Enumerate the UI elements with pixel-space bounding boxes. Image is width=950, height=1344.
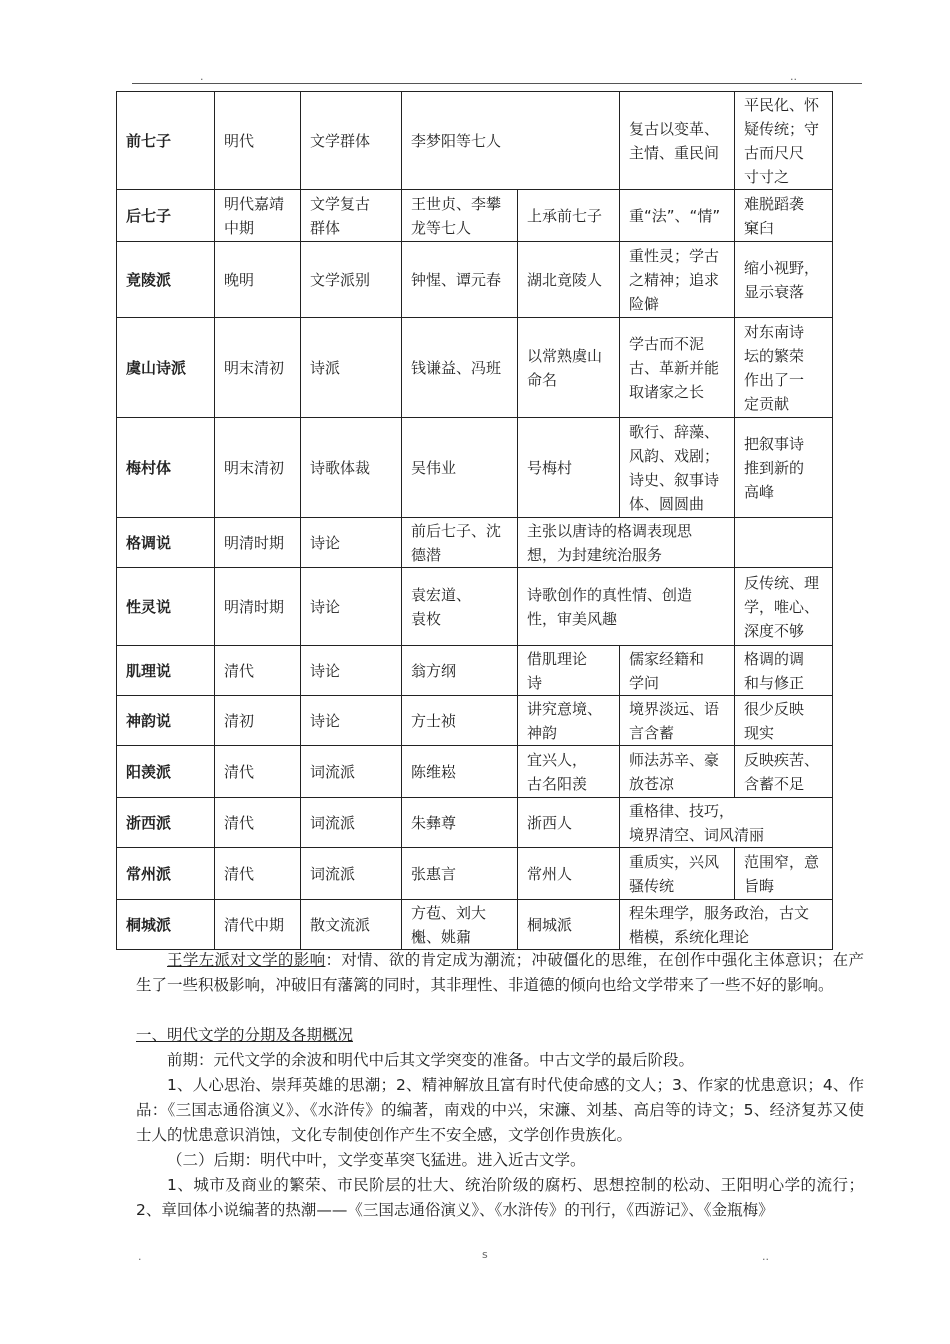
table-cell (620, 418, 735, 518)
cell-text: 上承前七子 (527, 206, 603, 225)
table-cell (402, 92, 620, 190)
body-text (136, 948, 864, 1223)
cell-text: 前后七子、沈 德潜 (411, 521, 502, 564)
cell-text: 把叙事诗 推到新的 高峰 (744, 434, 805, 501)
cell-text: 王世贞、李攀 龙等七人 (411, 194, 502, 237)
header-rule (132, 83, 862, 84)
table-cell (215, 190, 301, 242)
cell-text: 李梦阳等七人 (411, 131, 502, 150)
table-cell (402, 696, 518, 746)
cell-text: 钱谦益、冯班 (411, 358, 502, 377)
cell-text: 方士祯 (411, 711, 457, 730)
cell-text: 歌行、辞藻、 风韵、戏剧； 诗史、叙事诗 体、圆圆曲 (629, 422, 720, 513)
cell-text: 陈维崧 (411, 762, 457, 781)
table-row (117, 646, 833, 696)
cell-text: 学古而不泥 古、革新并能 取诸家之长 (629, 334, 720, 401)
table-row (117, 568, 833, 646)
cell-text: 梅村体 (126, 458, 172, 477)
school-name-cell (117, 848, 215, 900)
table-cell (735, 242, 833, 318)
cell-text: 明清时期 (224, 533, 285, 552)
table-cell (518, 746, 620, 798)
table-row (117, 92, 833, 190)
table-cell (518, 696, 620, 746)
cell-text: 常州人 (527, 864, 573, 883)
table-cell (301, 798, 402, 848)
cell-text: 号梅村 (527, 458, 573, 477)
table-cell (301, 418, 402, 518)
table-cell (301, 646, 402, 696)
footer-page-mark: s (482, 1248, 488, 1261)
section-heading (136, 1023, 864, 1048)
school-name-cell (117, 646, 215, 696)
table-cell (620, 318, 735, 418)
cell-text: 范围窄，意 旨晦 (744, 852, 820, 895)
table-cell (301, 900, 402, 950)
table-row (117, 190, 833, 242)
cell-text: 主张以唐诗的格调表现思 想，为封建统治服务 (527, 521, 693, 564)
footer-mark-right: .. (762, 1250, 769, 1263)
cell-text: 阳羡派 (126, 762, 172, 781)
table-row (117, 418, 833, 518)
cell-text: 难脱蹈袭 窠臼 (744, 194, 805, 237)
table-cell (620, 92, 735, 190)
cell-text: 词流派 (310, 813, 356, 832)
table-cell (518, 418, 620, 518)
table-cell (518, 190, 620, 242)
table-cell (402, 318, 518, 418)
table-cell (301, 568, 402, 646)
school-name-cell (117, 518, 215, 568)
cell-text: 明末清初 (224, 358, 285, 377)
table-cell (735, 646, 833, 696)
paragraph-early-period: 前期：元代文学的余波和明代中后其文学突变的准备。中古文学的最后阶段。 (167, 1051, 695, 1069)
table-row (117, 318, 833, 418)
table-cell (735, 418, 833, 518)
table-cell (620, 746, 735, 798)
cell-text: 吴伟业 (411, 458, 457, 477)
cell-text: 性灵说 (126, 597, 172, 616)
cell-text: 明代嘉靖 中期 (224, 194, 285, 237)
table-cell (215, 798, 301, 848)
cell-text: 前七子 (126, 131, 172, 150)
cell-text: 重质实，兴风 骚传统 (629, 852, 720, 895)
cell-text: 反传统、理 学，唯心、 深度不够 (744, 573, 820, 640)
cell-text: 诗论 (310, 597, 341, 616)
cell-text: 重性灵；学古 之精神；追求 险僻 (629, 246, 720, 313)
cell-text: 复古以变革、 主情、重民间 (629, 119, 720, 162)
table-cell (215, 418, 301, 518)
table-cell (735, 92, 833, 190)
table-row (117, 900, 833, 950)
cell-text: 常州派 (126, 864, 172, 883)
table-cell (215, 318, 301, 418)
school-name-cell (117, 190, 215, 242)
cell-text: 缩小视野， 显示衰落 (744, 258, 820, 301)
cell-text: 清初 (224, 711, 255, 730)
paragraph-wangxue (136, 948, 864, 998)
cell-text: 清代 (224, 813, 255, 832)
table-cell (518, 242, 620, 318)
cell-text: 反映疾苦、 含蓄不足 (744, 750, 820, 793)
table-cell (402, 746, 518, 798)
cell-text: 朱彝尊 (411, 813, 457, 832)
cell-text: 浙西人 (527, 813, 573, 832)
table-row (117, 242, 833, 318)
table-cell (402, 900, 518, 950)
table-row (117, 746, 833, 798)
literary-schools-table (116, 91, 833, 950)
cell-text: 竟陵派 (126, 270, 172, 289)
cell-text: 借肌理论 诗 (527, 649, 588, 692)
cell-text: 晚明 (224, 270, 255, 289)
cell-text: 翁方纲 (411, 661, 457, 680)
cell-text: 重格律、技巧， 境界清空、词风清丽 (629, 801, 765, 844)
table-cell (301, 696, 402, 746)
table-cell (301, 848, 402, 900)
cell-text: 师法苏辛、豪 放苍凉 (629, 750, 720, 793)
cell-text: 文学群体 (310, 131, 371, 150)
school-name-cell (117, 568, 215, 646)
table-cell (301, 92, 402, 190)
cell-text: 诗论 (310, 533, 341, 552)
cell-text: 诗歌创作的真性情、创造 性，审美风趣 (527, 585, 693, 628)
cell-text: 明清时期 (224, 597, 285, 616)
cell-text: 钟惺、谭元春 (411, 270, 502, 289)
table-cell (620, 848, 735, 900)
table-cell (518, 568, 735, 646)
cell-text: 神韵说 (126, 711, 172, 730)
cell-text: 境界淡远、语 言含蓄 (629, 699, 720, 742)
cell-text: 散文流派 (310, 915, 371, 934)
table-cell (735, 746, 833, 798)
cell-text: 清代中期 (224, 915, 285, 934)
cell-text: 后七子 (126, 206, 172, 225)
table-cell (402, 568, 518, 646)
table-cell (735, 518, 833, 568)
table-cell (518, 518, 735, 568)
cell-text: 重“法”、“情” (629, 206, 721, 225)
header-mark-left: . (200, 70, 204, 83)
cell-text: 清代 (224, 661, 255, 680)
cell-text: 词流派 (310, 762, 356, 781)
table-cell (301, 518, 402, 568)
cell-text: 桐城派 (126, 915, 172, 934)
cell-text: 清代 (224, 762, 255, 781)
cell-text: 清代 (224, 864, 255, 883)
table-cell (215, 848, 301, 900)
table-cell (518, 798, 620, 848)
cell-text: 明末清初 (224, 458, 285, 477)
cell-text: 很少反映 现实 (744, 699, 805, 742)
cell-text: 宜兴人， 古名阳羡 (527, 750, 588, 793)
table-cell (301, 318, 402, 418)
table-cell (402, 848, 518, 900)
cell-text: 诗歌体裁 (310, 458, 371, 477)
table-cell (620, 242, 735, 318)
school-name-cell (117, 798, 215, 848)
table-cell (301, 242, 402, 318)
school-name-cell (117, 696, 215, 746)
table-cell (215, 92, 301, 190)
table-cell (215, 518, 301, 568)
section-heading-text: 一、明代文学的分期及各期概况 (136, 1026, 354, 1044)
cell-text: 诗论 (310, 661, 341, 680)
cell-text: 平民化、怀 疑传统；守 古而尺尺 寸寸之 (744, 95, 820, 186)
cell-text: 格调的调 和与修正 (744, 649, 805, 692)
table-cell (620, 646, 735, 696)
table-cell (620, 190, 735, 242)
table-cell (402, 418, 518, 518)
table-cell (402, 518, 518, 568)
table-cell (735, 318, 833, 418)
school-name-cell (117, 418, 215, 518)
school-name-cell (117, 242, 215, 318)
table-cell (215, 646, 301, 696)
table-row (117, 798, 833, 848)
table-cell (402, 242, 518, 318)
paragraph-early-factors: 1、人心思治、崇拜英雄的思潮；2、精神解放且富有时代使命感的文人；3、作家的忧患意识；4、作品：《三国志通俗演义》、《水浒传》的编著，南戏的中兴，宋濂、刘基、高启等的诗文；5、经济复苏又使士人的忧患意识消蚀，文化专制使创作产生不安全感，文学创作贵族化。 (136, 1076, 864, 1144)
cell-text: 诗论 (310, 711, 341, 730)
cell-text: 桐城派 (527, 915, 573, 934)
table-cell (620, 900, 833, 950)
cell-text: 词流派 (310, 864, 356, 883)
cell-text: 张惠言 (411, 864, 457, 883)
cell-text: 以常熟虞山 命名 (527, 346, 603, 389)
cell-text: 浙西派 (126, 813, 172, 832)
table-cell (518, 646, 620, 696)
cell-text: 明代 (224, 131, 255, 150)
table-cell (215, 900, 301, 950)
cell-text: 文学派别 (310, 270, 371, 289)
table-cell (215, 746, 301, 798)
school-name-cell (117, 92, 215, 190)
cell-text: 格调说 (126, 533, 172, 552)
table-row (117, 696, 833, 746)
footer-mark-left: . (138, 1250, 142, 1263)
paragraph-late-factors: 1、城市及商业的繁荣、市民阶层的壮大、统治阶级的腐朽、思想控制的松动、王阳明心学的流行；2、章回体小说编著的热潮——《三国志通俗演义》、《水浒传》的刊行，《西游记》、《金瓶梅》 (136, 1176, 864, 1219)
paragraph-late-period: （二）后期：明代中叶，文学变革突飞猛进。进入近古文学。 (167, 1151, 586, 1169)
cell-text: 诗派 (310, 358, 341, 377)
cell-text: 对东南诗 坛的繁荣 作出了一 定贡献 (744, 322, 805, 413)
school-name-cell (117, 746, 215, 798)
cell-text: 湖北竟陵人 (527, 270, 603, 289)
paragraph-body: ：对情、欲的肯定成为潮流；冲破僵化的思维，在创作中强化主体意识；在产生了一些积极影响，冲破旧有藩篱的同时，其非理性、非道德的倾向也给文学带来了一些不好的影响。 (136, 951, 864, 994)
table-cell (518, 318, 620, 418)
header-mark-right: .. (790, 70, 797, 83)
cell-text: 程朱理学，服务政治，古文 楷模，系统化理论 (629, 903, 810, 946)
table-cell (402, 190, 518, 242)
table-cell (735, 848, 833, 900)
table-cell (735, 696, 833, 746)
table-cell (735, 190, 833, 242)
table-cell (518, 848, 620, 900)
table-cell (301, 746, 402, 798)
cell-text: 讲究意境、 神韵 (527, 699, 603, 742)
table-row (117, 518, 833, 568)
table-cell (402, 646, 518, 696)
school-name-cell (117, 318, 215, 418)
cell-text: 虞山诗派 (126, 358, 187, 377)
table-cell (735, 568, 833, 646)
cell-text: 儒家经籍和 学问 (629, 649, 705, 692)
table-row (117, 848, 833, 900)
cell-text: 袁宏道、 袁枚 (411, 585, 472, 628)
table-cell (518, 900, 620, 950)
cell-text: 肌理说 (126, 661, 172, 680)
table-cell (402, 798, 518, 848)
paragraph-title: 王学左派对文学的影响 (167, 951, 326, 969)
table-cell (215, 696, 301, 746)
table-cell (301, 190, 402, 242)
table-cell (620, 696, 735, 746)
table-cell (620, 798, 833, 848)
school-name-cell (117, 900, 215, 950)
cell-text: 方苞、刘大 櫆、姚鼐 (411, 903, 487, 946)
cell-text: 文学复古 群体 (310, 194, 371, 237)
table-cell (215, 568, 301, 646)
table-cell (215, 242, 301, 318)
